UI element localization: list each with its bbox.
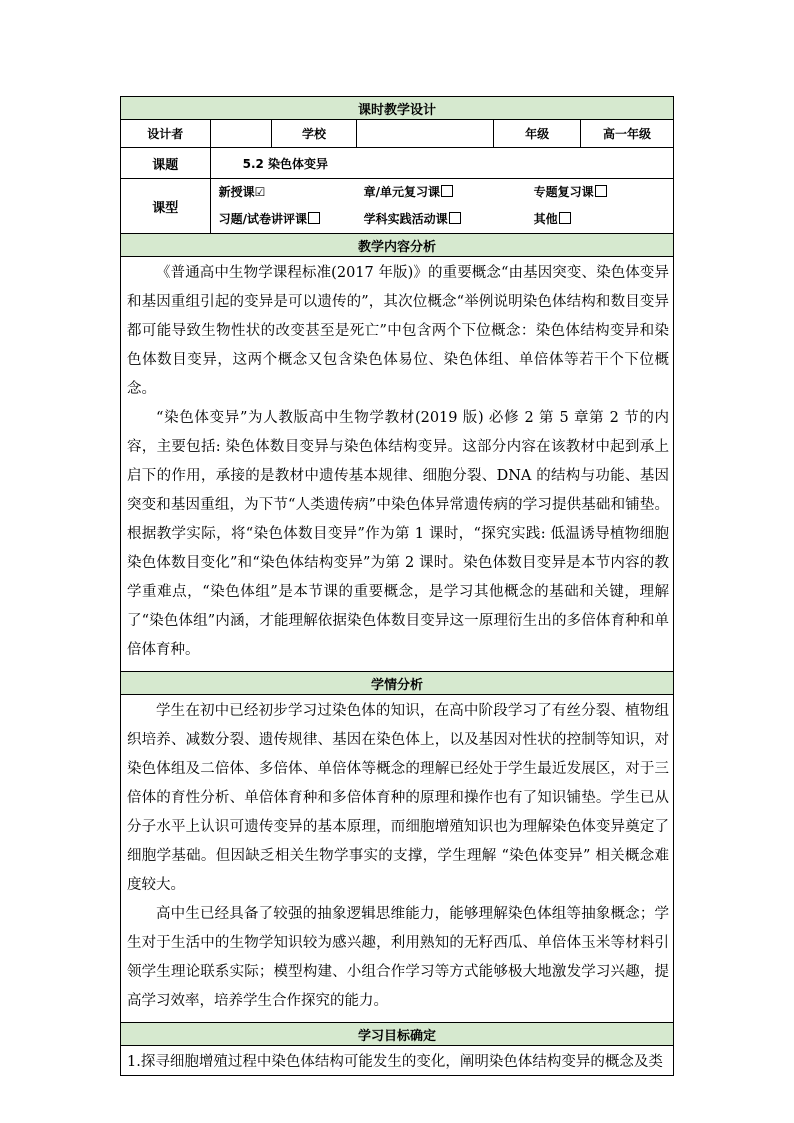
checkbox-icon bbox=[595, 185, 607, 197]
option-new-lesson: 新授课☑ bbox=[219, 179, 364, 206]
designer-value bbox=[210, 120, 271, 148]
content-paragraph: 《普通高中生物学课程标准(2017 年版)》的重要概念“由基因突变、染色体变异和基因重组引起的变异是可以遗传的”，其次位概念“举例说明染色体结构和数目变异都可能导致生物性状的改变甚至是死亡”中包含两个下位概念：染色体结构变异和染色体数目变异，这两个概念又包含染色体易位、染色体组、单倍体等若干个下位概念。 bbox=[127, 265, 669, 397]
lesson-type-options bbox=[210, 179, 673, 234]
lesson-design-table bbox=[120, 96, 674, 1076]
topic-label: 课题 bbox=[121, 148, 211, 179]
topic-value: 5.2 染色体变异 bbox=[210, 148, 673, 179]
goal-item-1: 1.探寻细胞增殖过程中染色体结构可能发生的变化，阐明染色体结构变异的概念及类 bbox=[121, 1046, 674, 1076]
grade-value: 高一年级 bbox=[581, 120, 674, 148]
designer-label: 设计者 bbox=[121, 120, 211, 148]
option-unit-review: 章/单元复习课 bbox=[364, 179, 534, 206]
option-topic-review: 专题复习课 bbox=[534, 179, 607, 206]
checkbox-icon bbox=[308, 212, 320, 224]
student-paragraph: 高中生已经具备了较强的抽象逻辑思维能力，能够理解染色体组等抽象概念；学生对于生活中的生物学知识较为感兴趣，利用熟知的无籽西瓜、单倍体玉米等材料引领学生理论联系实际；模型构建、小组合作学习等方式能够极大地激发学习兴趣，提高学习效率，培养学生合作探究的能力。 bbox=[127, 906, 669, 1009]
checkbox-icon bbox=[559, 212, 571, 224]
option-exercise-review: 习题/试卷讲评课 bbox=[219, 206, 364, 233]
student-analysis-body bbox=[121, 695, 674, 1023]
option-practice-activity: 学科实践活动课 bbox=[364, 206, 534, 233]
content-analysis-title: 教学内容分析 bbox=[121, 234, 674, 257]
checkbox-icon bbox=[441, 185, 453, 197]
content-paragraph: “染色体变异”为人教版高中生物学教材(2019 版) 必修 2 第 5 章第 2 节的内容，主要包括: 染色体数目变异与染色体结构变异。这部分内容在该教材中起到承上启下的作用，承接的是教材中遗传基本规律、细胞分裂、DNA 的结构与功能、基因突变和基因重组，为下节“人类遗传病”中染色体异常遗传病的学习提供基础和铺垫。根据教学实际，将“染色体数目变异”作为第 1 课时，“探究实践: 低温诱导植物细胞染色体数目变化”和“染色体结构变异”为第 2 课时。染色体数目变异是本节内容的教学重难点，“染色体组”是本节课的重要概念，是学习其他概念的基础和关键，理解了“染色体组”内涵，才能理解依据染色体数目变异这一原理衍生出的多倍体育种和单倍体育种。 bbox=[127, 410, 669, 658]
grade-label: 年级 bbox=[494, 120, 581, 148]
header-title: 课时教学设计 bbox=[121, 97, 674, 120]
lesson-type-label: 课型 bbox=[121, 179, 211, 234]
school-value bbox=[357, 120, 494, 148]
checked-box-icon: ☑ bbox=[254, 185, 266, 199]
school-label: 学校 bbox=[271, 120, 357, 148]
goals-title: 学习目标确定 bbox=[121, 1023, 674, 1046]
option-other: 其他 bbox=[534, 206, 571, 233]
content-analysis-body bbox=[121, 257, 674, 672]
checkbox-icon bbox=[449, 212, 461, 224]
student-paragraph: 学生在初中已经初步学习过染色体的知识，在高中阶段学习了有丝分裂、植物组织培养、减数分裂、遗传规律、基因在染色体上，以及基因对性状的控制等知识，对染色体组及二倍体、多倍体、单倍体等概念的理解已经处于学生最近发展区，对于三倍体的育性分析、单倍体育种和多倍体育种的原理和操作也有了知识铺垫。学生已从分子水平上认识可遗传变异的基本原理，而细胞增殖知识也为理解染色体变异奠定了细胞学基础。但因缺乏相关生物学事实的支撑，学生理解 “染色体变异” 相关概念难度较大。 bbox=[127, 703, 669, 893]
student-analysis-title: 学情分析 bbox=[121, 672, 674, 695]
